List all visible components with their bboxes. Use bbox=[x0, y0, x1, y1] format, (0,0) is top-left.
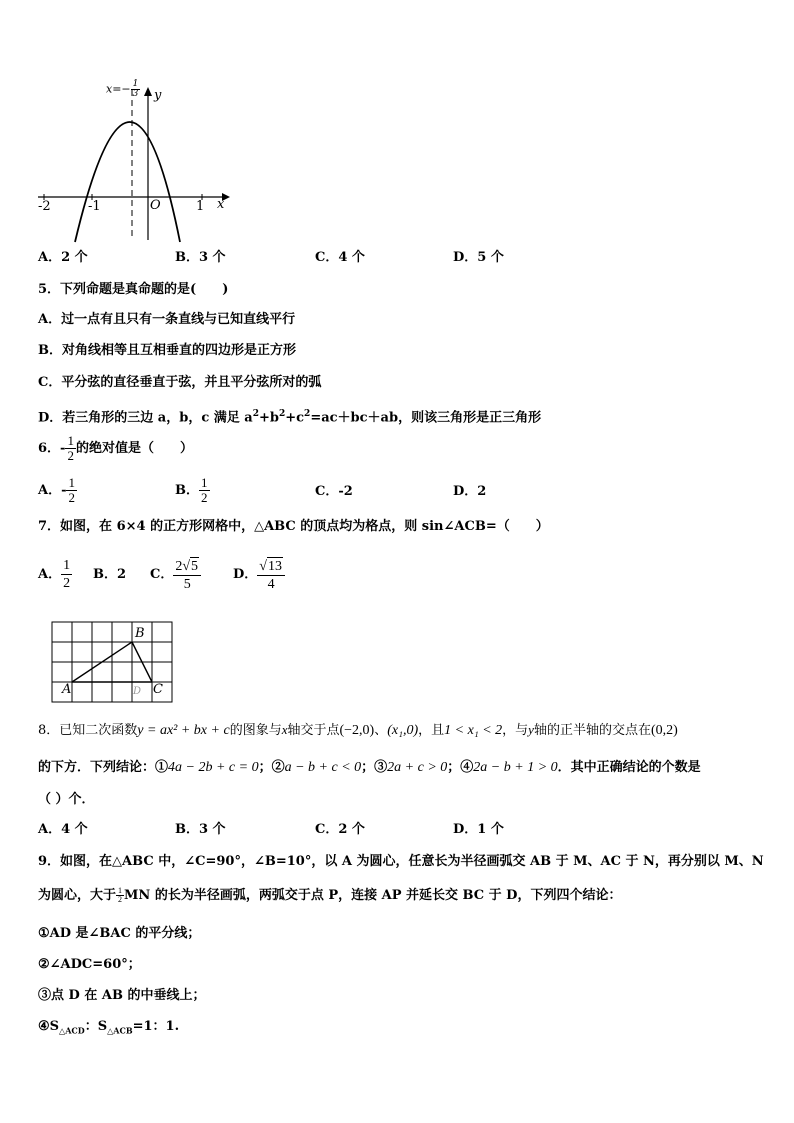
q6-option-b[interactable]: B． $\frac{1}{2}$ bbox=[175, 475, 208, 505]
q8-option-a[interactable]: A．4 个 bbox=[38, 822, 88, 837]
q7-stem: 7．如图，在 6×4 的正方形网格中，△ABC 的顶点均为格点，则 sin∠ACB=（ ） bbox=[38, 519, 549, 534]
q5-option-c[interactable]: C．平分弦的直径垂直于弦，并且平分弦所对的弧 bbox=[38, 375, 322, 390]
q8-line3: （ ）个． bbox=[38, 792, 95, 807]
q9-conclusion-1: ①AD 是∠BAC 的平分线； bbox=[38, 926, 201, 941]
q7-label-c: C bbox=[153, 682, 163, 697]
q8-option-b[interactable]: B．3 个 bbox=[175, 822, 226, 837]
q4-option-b[interactable]: B．3 个 bbox=[175, 250, 226, 265]
q7-label-b: B bbox=[135, 626, 145, 641]
graph-tick-1: 1 bbox=[196, 199, 205, 214]
q7-label-a: A bbox=[62, 682, 72, 697]
q6-option-a[interactable]: A．- $\frac{1}{2}$ bbox=[38, 475, 75, 505]
q5-option-a[interactable]: A．过一点有且只有一条直线与已知直线平行 bbox=[38, 312, 296, 327]
q4-option-a[interactable]: A．2 个 bbox=[38, 250, 88, 265]
y-axis-arrow bbox=[144, 87, 152, 96]
graph-x-label: x bbox=[217, 197, 225, 212]
q9-conclusion-3: ③点 D 在 AB 的中垂线上； bbox=[38, 988, 206, 1003]
q9-conclusion-2: ②∠ADC=60°； bbox=[38, 957, 141, 972]
q8-line1: 8．已知二次函数y = ax² + bx + c的图象与x轴交于点(−2,0)、(x₁,0)，且1 < x₁ < 2，与y轴的正半轴的交点在(0,2) bbox=[38, 722, 678, 738]
q4-option-d[interactable]: D．5 个 bbox=[453, 250, 504, 265]
q6-stem: 6．- $\frac{1}{2}$ 的绝对值是（ ） bbox=[38, 433, 193, 463]
parabola-curve bbox=[75, 122, 180, 242]
graph-origin-label: O bbox=[150, 198, 161, 213]
q8-option-d[interactable]: D．1 个 bbox=[453, 822, 504, 837]
graph-vline-label: x=− $\frac{1}{3}$ bbox=[106, 79, 139, 99]
q5-option-b[interactable]: B．对角线相等且互相垂直的四边形是正方形 bbox=[38, 343, 296, 358]
q6-option-c[interactable]: C．-2 bbox=[315, 484, 353, 499]
q5-stem: 5．下列命题是真命题的是( ) bbox=[38, 282, 229, 297]
graph-y-label: y bbox=[154, 88, 162, 103]
q8-option-c[interactable]: C．2 个 bbox=[315, 822, 365, 837]
q5-option-d[interactable]: D．若三角形的三边 a，b，c 满足 $a^2+b^2+c^2=ac+bc+ab$，则该三角形是正三角形 bbox=[38, 409, 542, 426]
graph-tick-m1: -1 bbox=[88, 199, 101, 214]
q7-option-d[interactable]: D． $\frac{√13}{4}$ bbox=[233, 556, 285, 594]
q8-line2: 的下方．下列结论：①4a − 2b + c = 0；②a − b + c < 0；③2a + c > 0；④2a − b + 1 > 0．其中正确结论的个数是 bbox=[38, 760, 701, 775]
q4-option-c[interactable]: C．4 个 bbox=[315, 250, 365, 265]
q9-conclusion-4: $④S_{\triangle ACD}$：$S_{\triangle ACB}=1$：1. bbox=[38, 1019, 180, 1036]
q6-option-d[interactable]: D．2 bbox=[453, 484, 487, 499]
q9-line1: 9．如图，在△ABC 中，∠C=90°，∠B=10°，以 A 为圆心，任意长为半径画弧交 AB 于 M、AC 于 N，再分别以 M、N bbox=[38, 854, 764, 869]
graph-tick-m2: -2 bbox=[38, 199, 51, 214]
q9-line2: 为圆心，大于 $\frac{1}{2}$ MN 的长为半径画弧，两弧交于点 P，连接 AP 并延长交 BC 于 D，下列四个结论： bbox=[38, 886, 622, 904]
q7-option-b[interactable]: B．2 bbox=[93, 567, 127, 582]
q7-option-a[interactable]: A． $\frac{1}{2}$ bbox=[38, 558, 71, 591]
q7-option-c[interactable]: C． $\frac{2√5}{5}$ bbox=[150, 556, 201, 594]
q7-label-d: D bbox=[133, 686, 142, 697]
